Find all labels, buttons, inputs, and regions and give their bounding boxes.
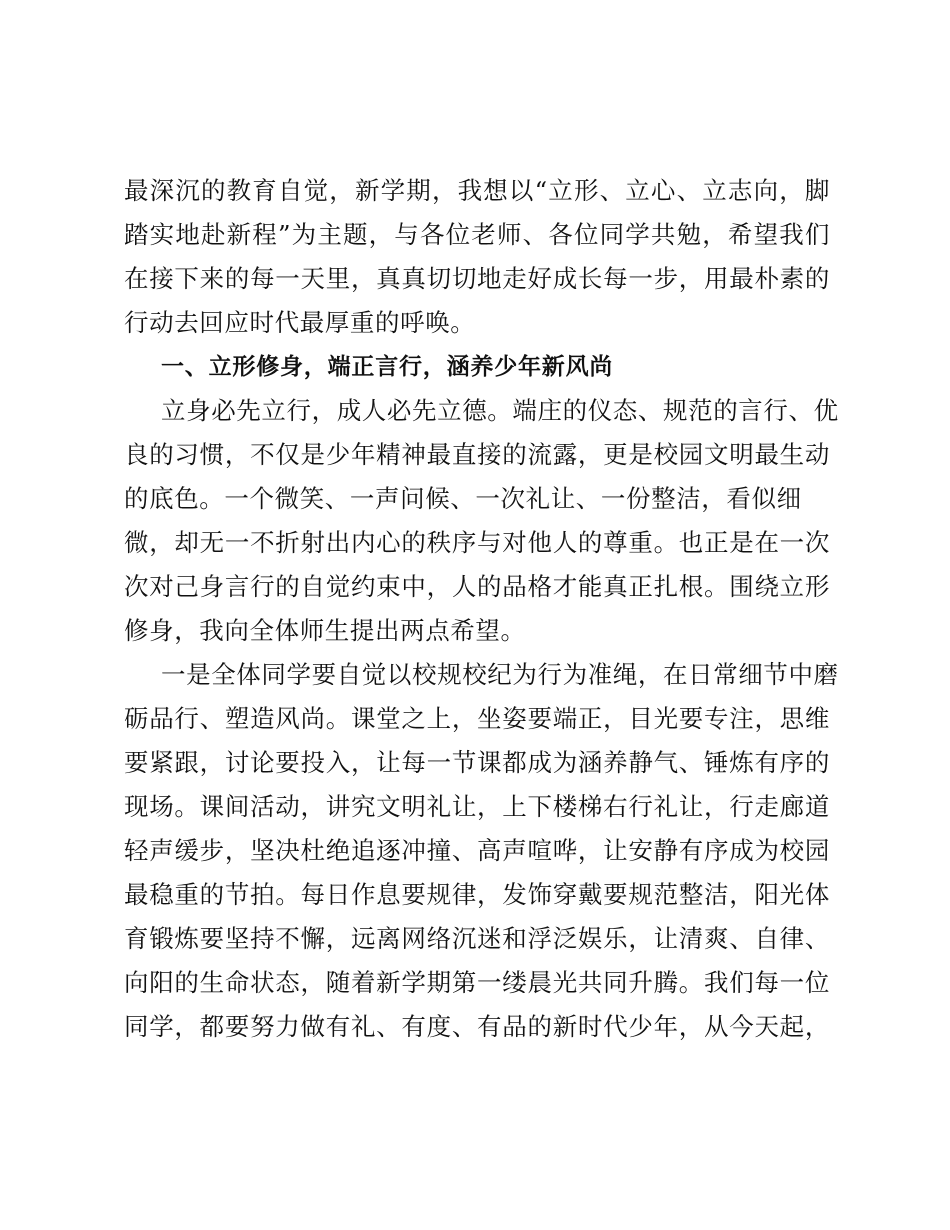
para2-line-2: 砺品行、塑造风尚。课堂之上，坐姿要端正，目光要专注，思维 <box>124 704 830 733</box>
para2-line-5: 轻声缓步，坚决杜绝追逐冲撞、高声喧哗，让安静有序成为校园 <box>124 836 830 865</box>
para1-line-2: 良的习惯，不仅是少年精神最直接的流露，更是校园文明最生动 <box>124 440 830 469</box>
para1-line-4: 微，却无一不折射出内心的秩序与对他人的尊重。也正是在一次 <box>124 528 830 557</box>
para2-line-8: 向阳的生命状态，随着新学期第一缕晨光共同升腾。我们每一位 <box>124 968 830 997</box>
para1-line-3: 的底色。一个微笑、一声问候、一次礼让、一份整洁，看似细 <box>124 484 802 513</box>
para1-line-5: 次对己身言行的自觉约束中，人的品格才能真正扎根。围绕立形 <box>124 572 830 601</box>
intro-line-4: 行动去回应时代最厚重的呼唤。 <box>124 308 476 337</box>
para1-line-6: 修身，我向全体师生提出两点希望。 <box>124 616 526 645</box>
intro-line-1: 最深沉的教育自觉，新学期，我想以“立形、立心、立志向，脚 <box>124 176 830 205</box>
para2-line-4: 现场。课间活动，讲究文明礼让，上下楼梯右行礼让，行走廊道 <box>124 792 830 821</box>
section-heading: 一、立形修身，端正言行，涵养少年新风尚 <box>161 354 614 380</box>
intro-line-3: 在接下来的每一天里，真真切切地走好成长每一步，用最朴素的 <box>124 264 830 293</box>
para2-line-3: 要紧跟，讨论要投入，让每一节课都成为涵养静气、锤炼有序的 <box>124 748 830 777</box>
para2-line-1: 一是全体同学要自觉以校规校纪为行为准绳，在日常细节中磨 <box>161 660 839 689</box>
para2-line-9: 同学，都要努力做有礼、有度、有品的新时代少年，从今天起， <box>124 1012 830 1041</box>
intro-line-2: 踏实地赴新程”为主题，与各位老师、各位同学共勉，希望我们 <box>124 220 830 249</box>
para2-line-7: 育锻炼要坚持不懈，远离网络沉迷和浮泛娱乐，让清爽、自律、 <box>124 924 830 953</box>
para2-line-6: 最稳重的节拍。每日作息要规律，发饰穿戴要规范整洁，阳光体 <box>124 880 830 909</box>
para1-line-1: 立身必先立行，成人必先立德。端庄的仪态、规范的言行、优 <box>161 396 839 425</box>
